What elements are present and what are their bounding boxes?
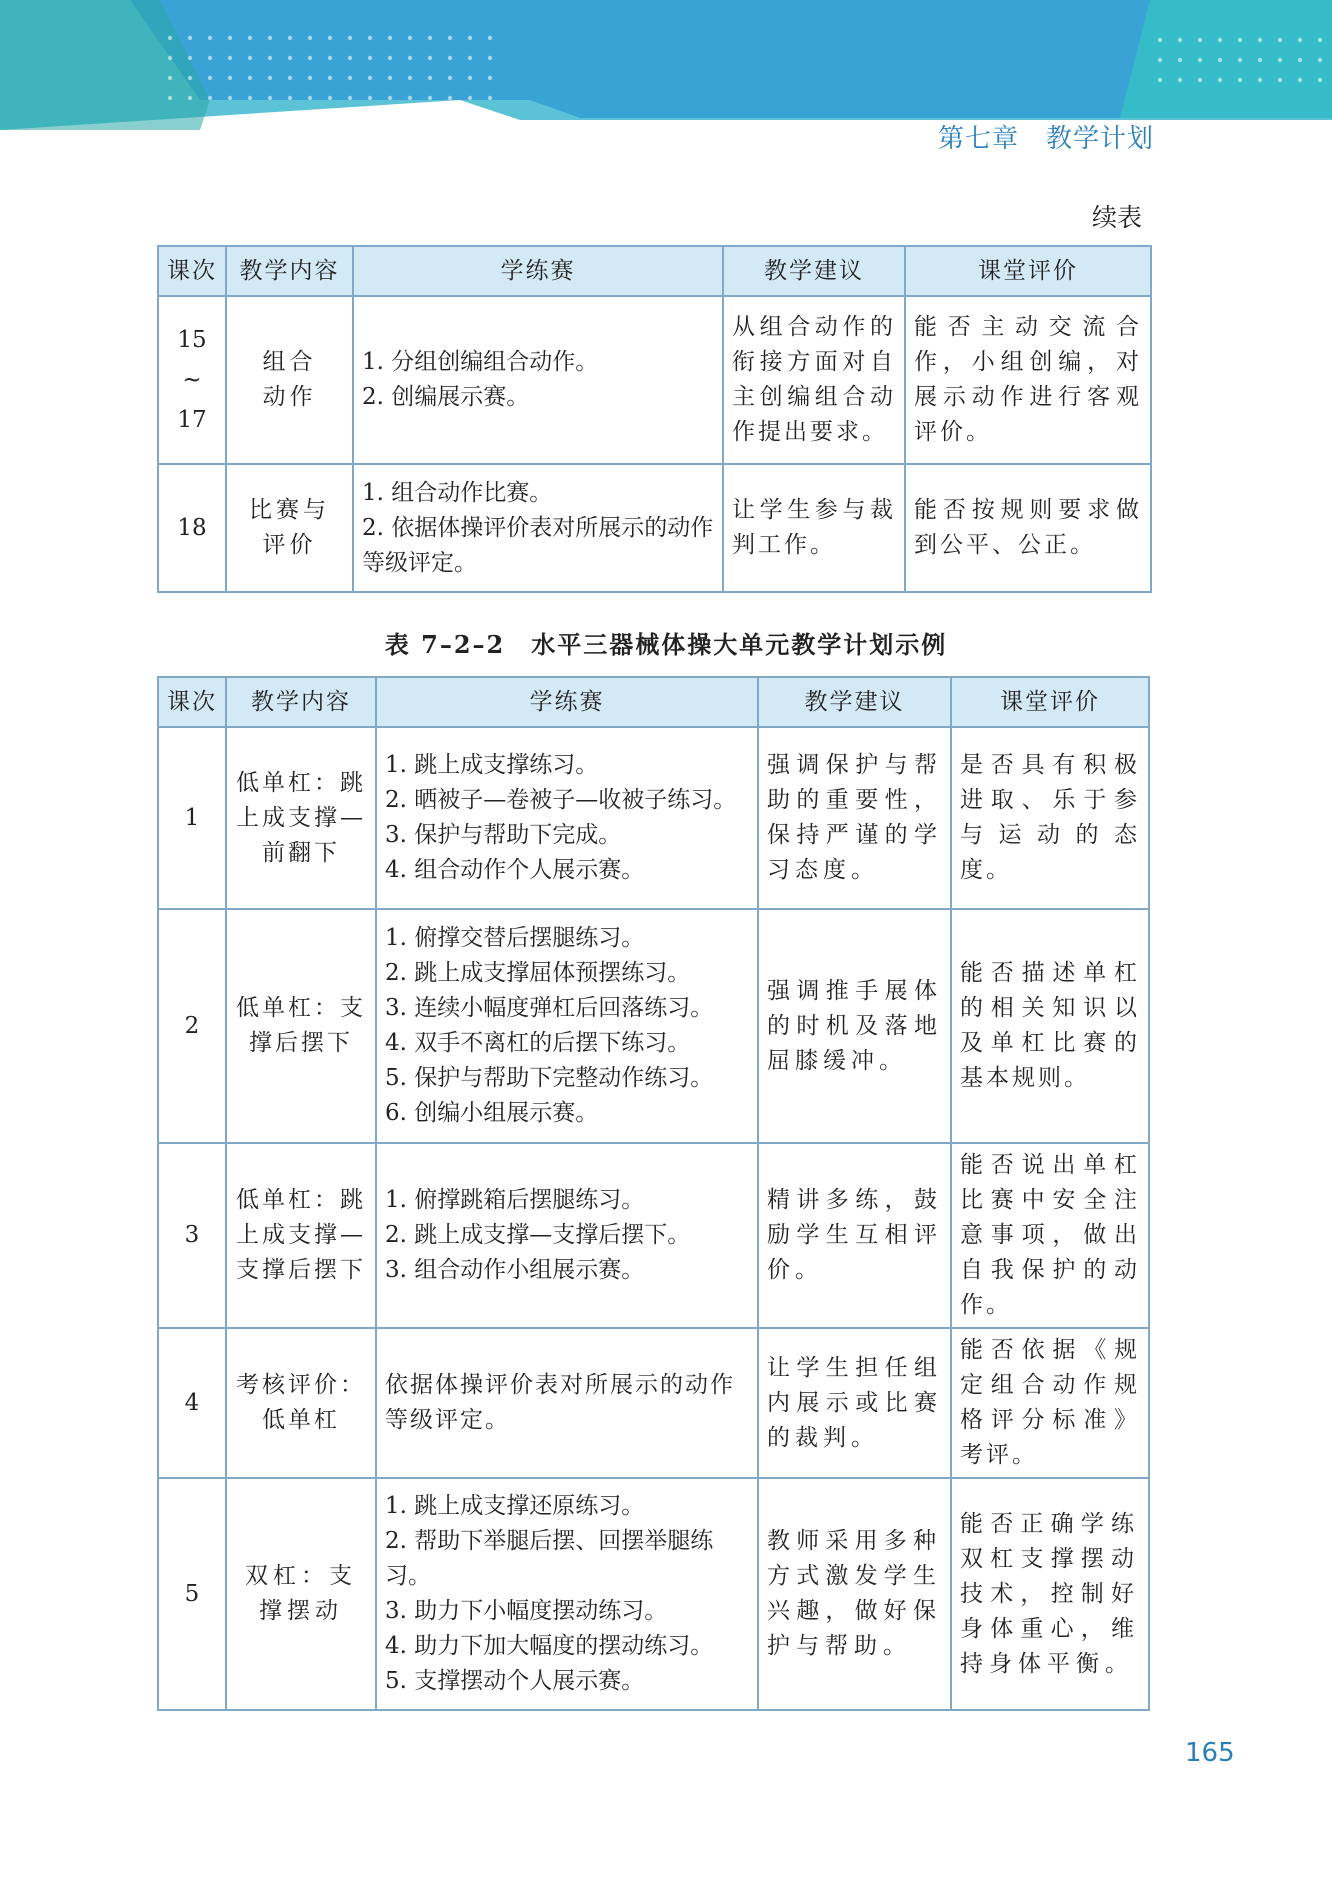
practice-cell: 1. 俯撑交替后摆腿练习。 2. 跳上成支撑屈体预摆练习。 3. 连续小幅度弹杠后回落练习。 4. 双手不离杠的后摆下练习。 5. 保护与帮助下完整动作练习。 6. 创编小组展示赛。 bbox=[376, 909, 758, 1143]
content-cell: 比赛与 评价 bbox=[226, 464, 353, 592]
header-evaluation: 课堂评价 bbox=[951, 677, 1149, 727]
table-row bbox=[158, 1478, 1149, 1710]
page-number: 165 bbox=[1185, 1738, 1235, 1768]
table-caption: 表 7–2–2 水平三器械体操大单元教学计划示例 bbox=[384, 630, 948, 659]
practice-cell: 1. 俯撑跳箱后摆腿练习。 2. 跳上成支撑—支撑后摆下。 3. 组合动作小组展示赛。 bbox=[376, 1143, 758, 1328]
evaluation-cell: 是否具有积极进取、乐于参与运动的态度。 bbox=[951, 727, 1149, 909]
table-row bbox=[158, 1143, 1149, 1328]
lesson-cell: 2 bbox=[158, 909, 226, 1143]
header-practice: 学练赛 bbox=[376, 677, 758, 727]
table-row bbox=[158, 1328, 1149, 1478]
evaluation-cell: 能否依据《规定组合动作规格评分标准》考评。 bbox=[951, 1328, 1149, 1478]
header-advice: 教学建议 bbox=[723, 246, 905, 296]
continued-label: 续表 bbox=[1091, 203, 1142, 232]
advice-cell: 教师采用多种方式激发学生兴趣，做好保护与帮助。 bbox=[758, 1478, 951, 1710]
header-practice: 学练赛 bbox=[353, 246, 723, 296]
chapter-title: 第七章 教学计划 bbox=[938, 124, 1155, 154]
lesson-cell: 18 bbox=[158, 464, 226, 592]
practice-cell: 1. 跳上成支撑练习。 2. 晒被子—卷被子—收被子练习。 3. 保护与帮助下完成。 4. 组合动作个人展示赛。 bbox=[376, 727, 758, 909]
lesson-cell: 4 bbox=[158, 1328, 226, 1478]
lesson-cell: 15 ~ 17 bbox=[158, 296, 226, 464]
lesson-cell: 1 bbox=[158, 727, 226, 909]
advice-cell: 强调推手展体的时机及落地屈膝缓冲。 bbox=[758, 909, 951, 1143]
header-advice: 教学建议 bbox=[758, 677, 951, 727]
content-cell: 考核评价：低单杠 bbox=[226, 1328, 376, 1478]
evaluation-cell: 能否按规则要求做到公平、公正。 bbox=[905, 464, 1151, 592]
advice-cell: 精讲多练，鼓励学生互相评价。 bbox=[758, 1143, 951, 1328]
header-evaluation: 课堂评价 bbox=[905, 246, 1151, 296]
table-row bbox=[158, 727, 1149, 909]
content-cell: 低单杠：支撑后摆下 bbox=[226, 909, 376, 1143]
evaluation-cell: 能否正确学练双杠支撑摆动技术，控制好身体重心，维持身体平衡。 bbox=[951, 1478, 1149, 1710]
evaluation-cell: 能否说出单杠比赛中安全注意事项，做出自我保护的动作。 bbox=[951, 1143, 1149, 1328]
advice-cell: 让学生担任组内展示或比赛的裁判。 bbox=[758, 1328, 951, 1478]
header-content: 教学内容 bbox=[226, 677, 376, 727]
table-row bbox=[158, 909, 1149, 1143]
content-cell: 组合 动作 bbox=[226, 296, 353, 464]
practice-cell: 1. 组合动作比赛。 2. 依据体操评价表对所展示的动作等级评定。 bbox=[353, 464, 723, 592]
table-header-row bbox=[158, 246, 1151, 296]
advice-cell: 从组合动作的衔接方面对自主创编组合动作提出要求。 bbox=[723, 296, 905, 464]
table-header-row bbox=[158, 677, 1149, 727]
content-cell: 双杠：支撑摆动 bbox=[226, 1478, 376, 1710]
content-cell: 低单杠：跳上成支撑—支撑后摆下 bbox=[226, 1143, 376, 1328]
header-lesson: 课次 bbox=[158, 246, 226, 296]
header-content: 教学内容 bbox=[226, 246, 353, 296]
header-lesson: 课次 bbox=[158, 677, 226, 727]
evaluation-cell: 能否主动交流合作，小组创编，对展示动作进行客观评价。 bbox=[905, 296, 1151, 464]
lesson-cell: 3 bbox=[158, 1143, 226, 1328]
advice-cell: 强调保护与帮助的重要性，保持严谨的学习态度。 bbox=[758, 727, 951, 909]
table-continued bbox=[157, 245, 1152, 593]
evaluation-cell: 能否描述单杠的相关知识以及单杠比赛的基本规则。 bbox=[951, 909, 1149, 1143]
practice-cell: 1. 分组创编组合动作。 2. 创编展示赛。 bbox=[353, 296, 723, 464]
table-row bbox=[158, 296, 1151, 464]
practice-cell: 1. 跳上成支撑还原练习。 2. 帮助下举腿后摆、回摆举腿练习。 3. 助力下小幅度摆动练习。 4. 助力下加大幅度的摆动练习。 5. 支撑摆动个人展示赛。 bbox=[376, 1478, 758, 1710]
content-cell: 低单杠：跳上成支撑—前翻下 bbox=[226, 727, 376, 909]
lesson-cell: 5 bbox=[158, 1478, 226, 1710]
table-row bbox=[158, 464, 1151, 592]
table-plan-7-2-2 bbox=[157, 676, 1150, 1711]
advice-cell: 让学生参与裁判工作。 bbox=[723, 464, 905, 592]
practice-cell: 依据体操评价表对所展示的动作等级评定。 bbox=[376, 1328, 758, 1478]
